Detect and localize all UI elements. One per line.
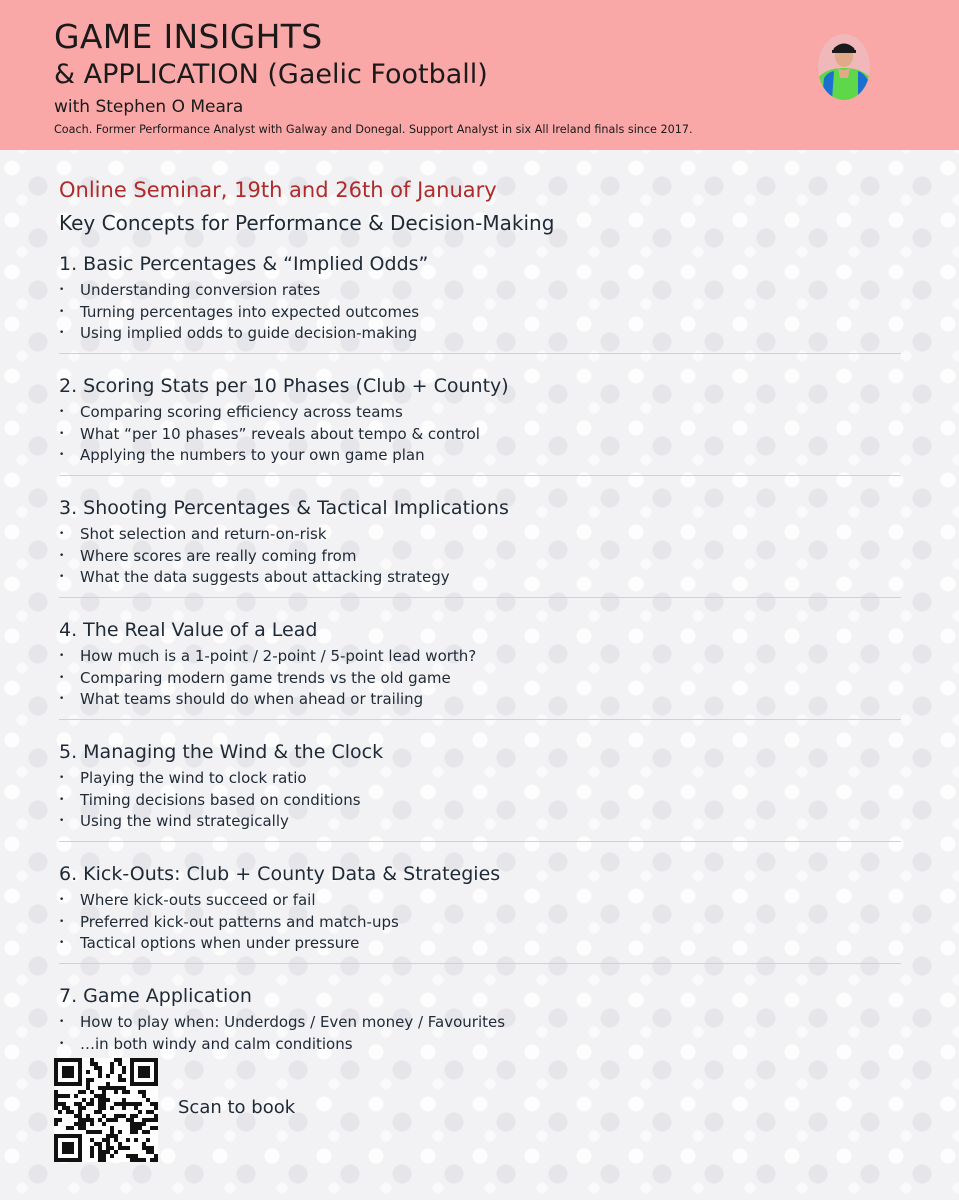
divider [59, 475, 901, 476]
list-item: • Using implied odds to guide decision-making [59, 323, 901, 345]
list-item: • Where scores are really coming from [59, 546, 901, 568]
list-item: • Shot selection and return-on-risk [59, 524, 901, 546]
list-item: • Turning percentages into expected outcomes [59, 302, 901, 324]
avatar [818, 34, 870, 100]
header-banner [0, 0, 959, 150]
list-item: • Comparing scoring efficiency across teams [59, 402, 901, 424]
list-item: • Where kick-outs succeed or fail [59, 890, 901, 912]
section-title: 4. The Real Value of a Lead [59, 619, 318, 641]
page-title: GAME INSIGHTS [54, 17, 323, 56]
bullet-list [59, 646, 901, 711]
list-item: • Preferred kick-out patterns and match-ups [59, 912, 901, 934]
divider [59, 963, 901, 964]
bullet-list [59, 890, 901, 955]
section-title: 2. Scoring Stats per 10 Phases (Club + County) [59, 375, 509, 397]
list-item: • What the data suggests about attacking strategy [59, 567, 901, 589]
bullet-list [59, 768, 901, 833]
scan-to-book-label: Scan to book [178, 1097, 296, 1118]
presenter-bio: Coach. Former Performance Analyst with Galway and Donegal. Support Analyst in six All Ireland finals since 2017. [54, 123, 693, 136]
list-item: • Applying the numbers to your own game plan [59, 445, 901, 467]
list-item: • Tactical options when under pressure [59, 933, 901, 955]
list-item: • Comparing modern game trends vs the old game [59, 668, 901, 690]
concepts-heading: Key Concepts for Performance & Decision-Making [59, 211, 555, 235]
bullet-list [59, 524, 901, 589]
divider [59, 719, 901, 720]
section-title: 6. Kick-Outs: Club + County Data & Strategies [59, 863, 501, 885]
list-item: • Timing decisions based on conditions [59, 790, 901, 812]
section-title: 1. Basic Percentages & “Implied Odds” [59, 253, 429, 275]
section-6 [59, 862, 901, 955]
list-item: • Understanding conversion rates [59, 280, 901, 302]
section-title: 5. Managing the Wind & the Clock [59, 741, 384, 763]
list-item: • How to play when: Underdogs / Even money / Favourites [59, 1012, 901, 1034]
list-item: • …in both windy and calm conditions [59, 1034, 901, 1056]
page-title-line2: & APPLICATION (Gaelic Football) [54, 59, 488, 90]
section-1 [59, 252, 901, 345]
divider [59, 841, 901, 842]
bullet-list [59, 1012, 901, 1055]
seminar-dates: Online Seminar, 19th and 26th of January [59, 178, 497, 202]
divider [59, 597, 901, 598]
section-7 [59, 984, 901, 1055]
bullet-list [59, 402, 901, 467]
section-3 [59, 496, 901, 589]
qr-code-icon[interactable] [54, 1058, 158, 1162]
section-title: 7. Game Application [59, 985, 252, 1007]
list-item: • What teams should do when ahead or trailing [59, 689, 901, 711]
list-item: • What “per 10 phases” reveals about tempo & control [59, 424, 901, 446]
section-5 [59, 740, 901, 833]
section-4 [59, 618, 901, 711]
list-item: • Playing the wind to clock ratio [59, 768, 901, 790]
divider [59, 353, 901, 354]
section-2 [59, 374, 901, 467]
list-item: • Using the wind strategically [59, 811, 901, 833]
section-title: 3. Shooting Percentages & Tactical Implications [59, 497, 509, 519]
list-item: • How much is a 1-point / 2-point / 5-point lead worth? [59, 646, 901, 668]
bullet-list [59, 280, 901, 345]
presenter-name: with Stephen O Meara [54, 97, 244, 117]
